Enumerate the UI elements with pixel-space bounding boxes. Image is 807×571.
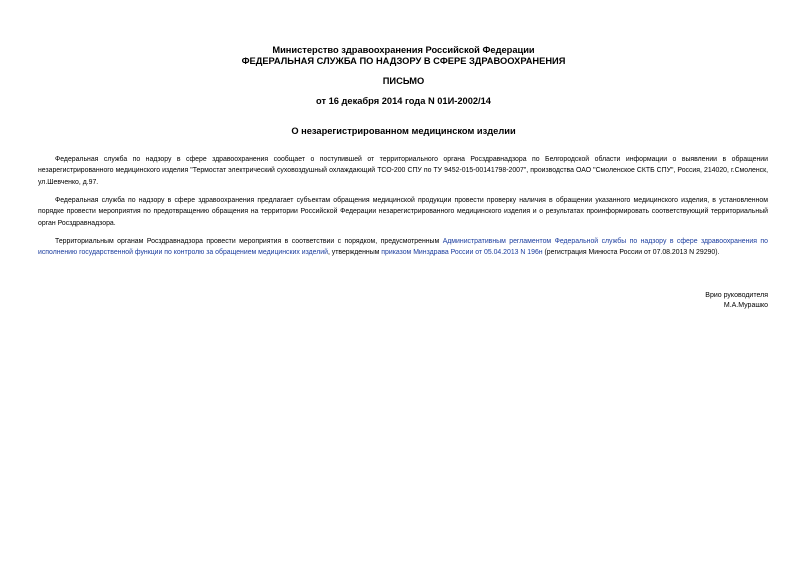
paragraph-2: Федеральная служба по надзору в сфере здравоохранения предлагает субъектам обращения медицинской продукции провести проверку наличия в обращении указанного медицинского изделия, в установленном порядке провести мероприятия по предотвращению обращения на территории Российской Федерации незарегистрированного медицинского изделия и о результатах проинформировать соответствующий территориальный орган Росздравнадзора. — [38, 197, 768, 227]
ministry-name: Министерство здравоохранения Российской Федерации — [272, 45, 535, 55]
signatory-name: М.А.Мурашко — [723, 302, 768, 309]
document-subject: О незарегистрированном медицинском изделии — [291, 126, 516, 136]
service-name: ФЕДЕРАЛЬНАЯ СЛУЖБА ПО НАДЗОРУ В СФЕРЕ ЗДРАВООХРАНЕНИЯ — [241, 56, 566, 66]
document-type: ПИСЬМО — [382, 76, 425, 86]
paragraph-3 — [38, 236, 768, 259]
administrative-regulation-link[interactable]: Административным регламентом Федеральной службы по надзору в сфере здравоохранения по исполнению государственной функции по контролю за обращением медицинских изделий — [38, 238, 768, 257]
paragraph-1: Федеральная служба по надзору в сфере здравоохранения сообщает о поступившей от территориального органа Росздравнадзора по Белгородской области информации о выявлении в обращении незарегистрированного медицинского изделия "Термостат электрический суховоздушный охлаждающий ТСО-200 СПУ по ТУ 9452-015-00141798-2007", производства ОАО "Смоленское СКТБ СПУ", Россия, 214020, г.Смоленск, ул.Шевченко, д.97. — [38, 156, 768, 186]
paragraph-3-text-middle: , утвержденным — [327, 249, 382, 257]
signatory-title: Врио руководителя — [705, 292, 768, 299]
ministry-order-link[interactable]: приказом Минздрава России от 05.04.2013 N 196н — [381, 249, 543, 257]
document-date-number: от 16 декабря 2014 года N 01И-2002/14 — [316, 96, 491, 106]
paragraph-3-text-start: Территориальным органам Росздравнадзора провести мероприятия в соответствии с порядком, предусмотренным — [55, 238, 443, 245]
paragraph-3-text-end: (регистрация Минюста России от 07.08.2013 N 29290). — [542, 249, 720, 257]
